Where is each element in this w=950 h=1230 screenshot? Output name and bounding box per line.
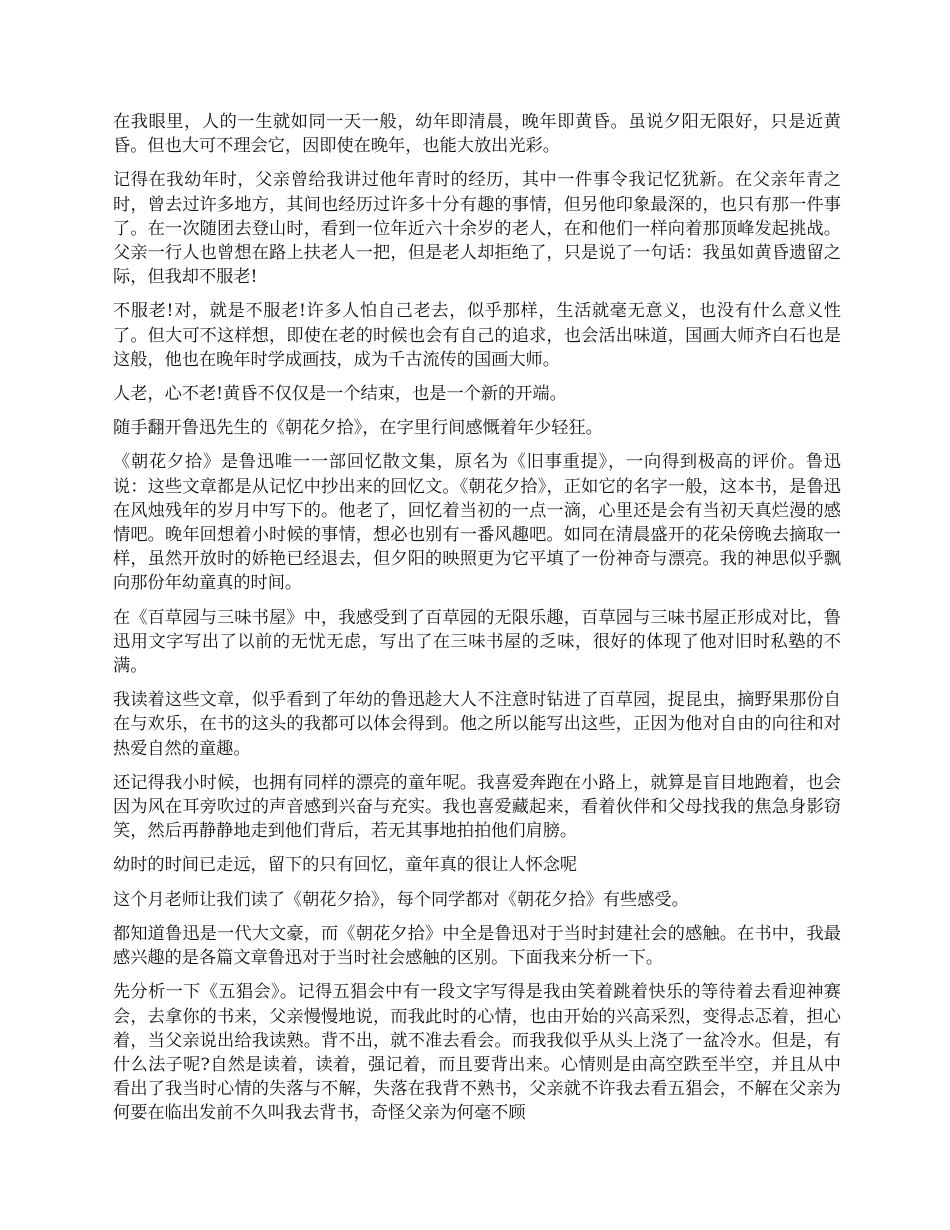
paragraph-11: 这个月老师让我们读了《朝花夕拾》，每个同学都对《朝花夕拾》有些感受。 [113,889,689,910]
paragraph-5: 随手翻开鲁迅先生的《朝花夕拾》，在字里行间感慨着年少轻狂。 [113,418,603,439]
paragraph-7: 在《百草园与三味书屋》中，我感受到了百草园的无限乐趣，百草园与三味书屋正形成对比，鲁迅用文字写出了以前的无忧无虑，写出了在三味书屋的乏味，很好的体现了他对旧时私塾的不满。 [113,607,841,677]
paragraph-13: 先分析一下《五猖会》。记得五猖会中有一段文字写得是我由笑着跳着快乐的等待着去看迎神赛会，去拿你的书来，父亲慢慢地说，而我此时的心情，也由开始的兴高采烈，变得忐忑着，担心着，当父亲说出给我读熟。背不出，就不准去看会。而我我似乎从头上浇了一盆冷水。但是，有什么法子呢?自然是读着，读着，强记着，而且要背出来。心情则是由高空跌至半空，并且从中看出了我当时心情的失落与不解，失落在我背不熟书，父亲就不许我去看五猖会，不解在父亲为何要在临出发前不久叫我去背书，奇怪父亲为何毫不顾 [113,982,841,1124]
paragraph-4: 人老，心不老!黄昏不仅仅是一个结束，也是一个新的开端。 [113,384,567,405]
paragraph-2: 记得在我幼年时，父亲曾给我讲过他年青时的经历，其中一件事令我记忆犹新。在父亲年青之时，曾去过许多地方，其间也经历过许多十分有趣的事情，但另他印象最深的，也只有那一件事了。在一次随团去登山时，看到一位年近六十余岁的老人，在和他们一样向着那顶峰发起挑战。父亲一行人也曾想在路上扶老人一把，但是老人却拒绝了，只是说了一句话：我虽如黄昏遗留之际，但我却不服老! [113,170,841,288]
paragraph-3: 不服老!对，就是不服老!许多人怕自己老去，似乎那样，生活就毫无意义，也没有什么意义性了。但大可不这样想，即使在老的时候也会有自己的追求，也会活出味道，国画大师齐白石也是这般，他也在晚年时学成画技，成为千古流传的国画大师。 [113,301,841,370]
paragraph-8: 我读着这些文章，似乎看到了年幼的鲁迅趁大人不注意时钻进了百草园，捉昆虫，摘野果那份自在与欢乐，在书的这头的我都可以体会得到。他之所以能写出这些，正因为他对自由的向往和对热爱自然的童趣。 [113,690,841,759]
paragraph-6: 《朝花夕拾》是鲁迅唯一一部回忆散文集，原名为《旧事重提》，一向得到极高的评价。鲁迅说：这些文章都是从记忆中抄出来的回忆文。《朝花夕拾》，正如它的名字一般，这本书，是鲁迅在风烛残年的岁月中写下的。他老了，回忆着当初的一点一滴，心里还是会有当初天真烂漫的感情吧。晚年回想着小时候的事情，想必也别有一番风趣吧。如同在清晨盛开的花朵傍晚去摘取一样，虽然开放时的娇艳已经退去，但夕阳的映照更为它平填了一份神奇与漂亮。我的神思似乎飘向那份年幼童真的时间。 [113,452,841,594]
paragraph-10: 幼时的时间已走远，留下的只有回忆，童年真的很让人怀念呢 [113,855,578,876]
paragraph-9: 还记得我小时候，也拥有同样的漂亮的童年呢。我喜爱奔跑在小路上，就算是盲目地跑着，也会因为风在耳旁吹过的声音感到兴奋与充实。我也喜爱藏起来，看着伙伴和父母找我的焦急身影窃笑，然后再静静地走到他们背后，若无其事地拍拍他们肩膀。 [113,772,841,842]
document-body [113,110,841,1136]
paragraph-12: 都知道鲁迅是一代大文豪，而《朝花夕拾》中全是鲁迅对于当时封建社会的感触。在书中，我最感兴趣的是各篇文章鲁迅对于当时社会感触的区别。下面我来分析一下。 [113,923,841,969]
paragraph-1: 在我眼里，人的一生就如同一天一般，幼年即清晨，晚年即黄昏。虽说夕阳无限好，只是近黄昏。但也大可不理会它，因即使在晚年，也能大放出光彩。 [113,112,841,157]
